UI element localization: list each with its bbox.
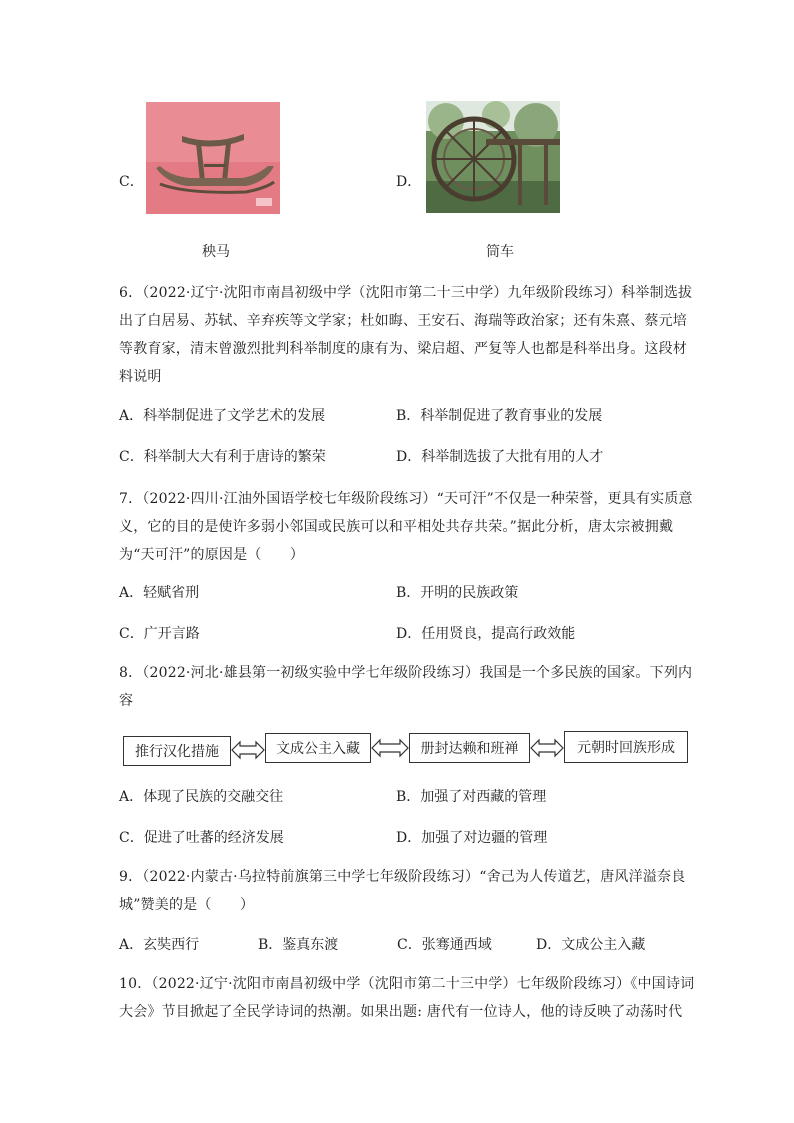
q6-option-a[interactable]: A．科举制促进了文学艺术的发展 (119, 408, 326, 424)
q6-option-b[interactable]: B．科举制促进了教育事业的发展 (396, 408, 603, 424)
flow-box-dalai-banchan: 册封达赖和班禅 (409, 733, 530, 763)
option-c-letter: C． (119, 174, 144, 190)
question-line: 8．（2022·河北·雄县第一初级实验中学七年级阶段练习）我国是一个多民族的国家。下列内 (119, 665, 693, 681)
flow-box-wencheng: 文成公主入藏 (265, 733, 371, 763)
q8-option-a[interactable]: A．体现了民族的交融交往 (119, 789, 284, 805)
q9-option-b[interactable]: B．鉴真东渡 (258, 937, 339, 953)
q7-option-d[interactable]: D．任用贤良，提高行政效能 (396, 626, 576, 642)
question-line: 出了白居易、苏轼、辛弃疾等文学家；杜如晦、王安石、海瑞等政治家；还有朱熹、蔡元培 (119, 313, 687, 329)
flow-box-huizu: 元朝时回族形成 (564, 731, 688, 763)
q8-option-d[interactable]: D．加强了对边疆的管理 (396, 830, 548, 846)
double-arrow-icon (231, 739, 265, 761)
q9-option-a[interactable]: A．玄奘西行 (119, 937, 200, 953)
question-8-stem (119, 659, 693, 715)
tongche-caption: 筒车 (486, 244, 514, 260)
question-line: 6．（2022·辽宁·沈阳市南昌初级中学（沈阳市第二十三中学）九年级阶段练习）科举制选拔 (119, 285, 693, 301)
yangma-seedling-horse-icon (146, 102, 280, 214)
option-d-letter: D． (396, 174, 422, 190)
q7-option-c[interactable]: C．广开言路 (119, 626, 200, 642)
tongche-image (426, 101, 560, 213)
q8-option-c[interactable]: C．促进了吐蕃的经济发展 (119, 830, 284, 846)
flow-box-hanhua: 推行汉化措施 (123, 736, 231, 766)
q7-option-a[interactable]: A．轻赋省刑 (119, 585, 200, 601)
yangma-image (146, 102, 280, 214)
q6-option-d[interactable]: D．科举制选拔了大批有用的人才 (396, 449, 604, 465)
q7-option-b[interactable]: B．开明的民族政策 (396, 585, 519, 601)
question-line: 等教育家，清末曾激烈批判科举制度的康有为、梁启超、严复等人也都是科举出身。这段材 (119, 341, 687, 357)
question-line: 为“天可汗”的原因是（ ） (119, 547, 305, 563)
double-arrow-icon (530, 737, 564, 759)
question-line: 7．（2022·四川·江油外国语学校七年级阶段练习）“天可汗”不仅是一种荣誉，更具有实质意 (119, 491, 693, 507)
q6-option-c[interactable]: C．科举制大大有利于唐诗的繁荣 (119, 449, 326, 465)
q9-option-d[interactable]: D．文成公主入藏 (536, 937, 646, 953)
question-line: 9．（2022·内蒙古·乌拉特前旗第三中学七年级阶段练习）“舍己为人传道艺，唐风洋溢奈良 (119, 869, 686, 885)
question-line: 10．（2022·辽宁·沈阳市南昌初级中学（沈阳市第二十三中学）七年级阶段练习）《中国诗词 (119, 976, 695, 992)
tongche-water-wheel-icon (426, 101, 560, 213)
question-10-stem (119, 970, 695, 1026)
question-line: 义，它的目的是使许多弱小邻国或民族可以和平相处共存共荣。”据此分析，唐太宗被拥戴 (119, 519, 674, 535)
question-6-stem (119, 279, 693, 391)
yangma-caption: 秧马 (202, 244, 230, 260)
question-line: 容 (119, 693, 134, 709)
q9-option-c[interactable]: C．张骞通西域 (397, 937, 492, 953)
double-arrow-icon (371, 737, 409, 759)
question-line: 城”赞美的是（ ） (119, 897, 255, 913)
q8-option-b[interactable]: B．加强了对西藏的管理 (396, 789, 547, 805)
question-line: 料说明 (119, 369, 162, 385)
question-7-stem (119, 485, 693, 569)
question-9-stem (119, 863, 686, 919)
question-line: 大会》节目掀起了全民学诗词的热潮。如果出题: 唐代有一位诗人，他的诗反映了动荡时代 (119, 1004, 683, 1020)
